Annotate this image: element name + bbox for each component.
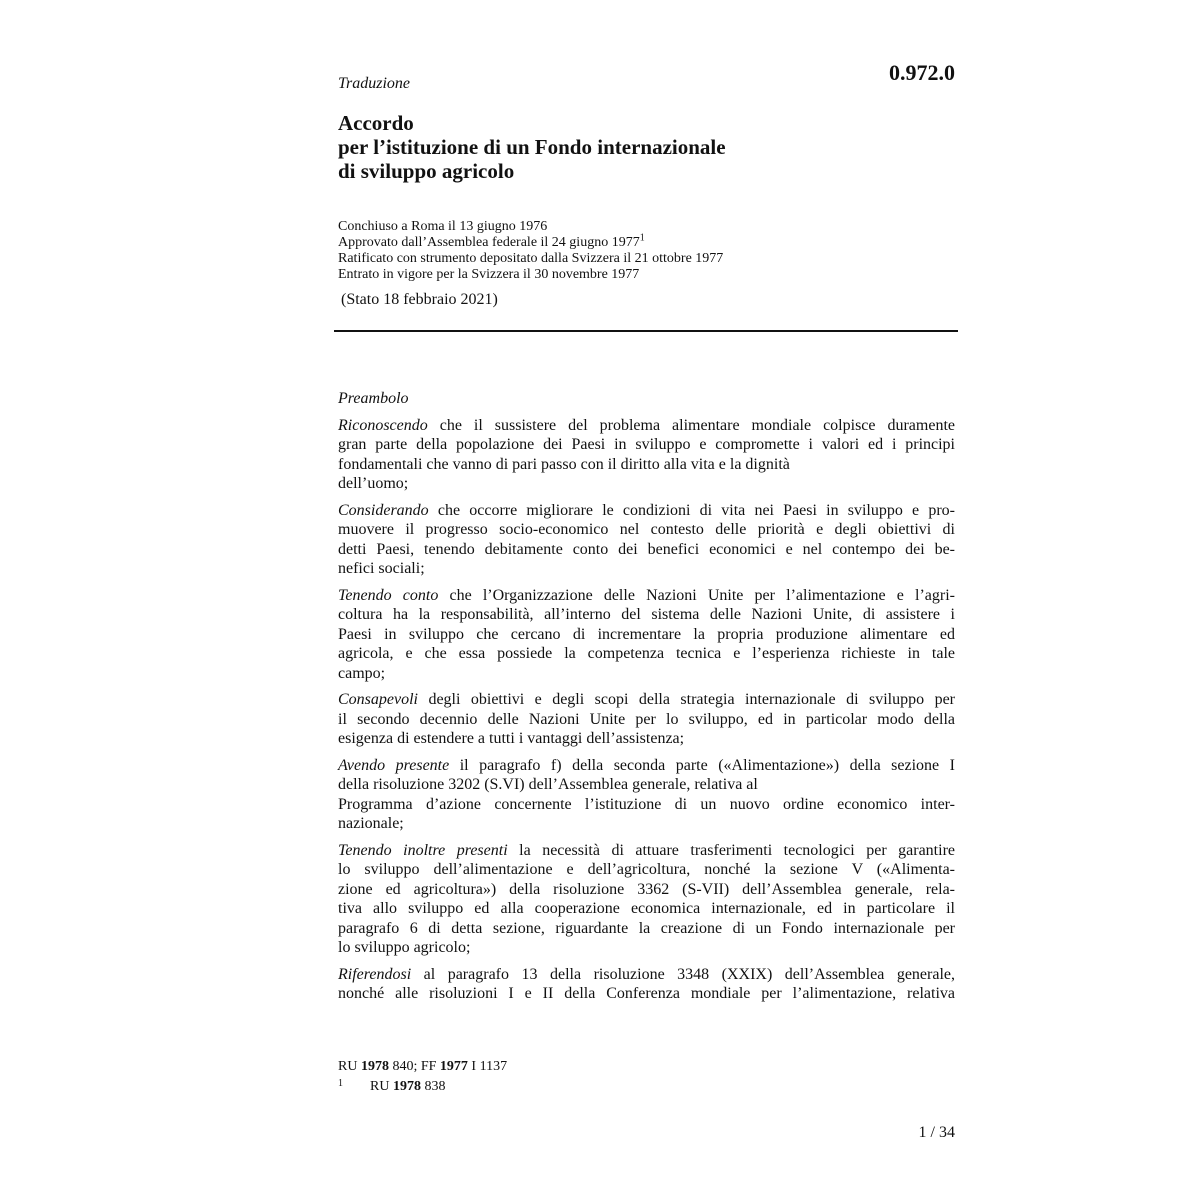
preamble-paragraph: Riferendosi al paragrafo 13 della risoluzione 3348 (XXIX) dell’Assemblea generale, nonché alle risoluzioni I e II della Conferenza mondiale per l’alimentazione, relativa (338, 965, 955, 1002)
paragraph-lead: Considerando (338, 501, 429, 519)
header-divider (334, 330, 958, 332)
paragraph-lead: Riferendosi (338, 965, 412, 983)
in-force-date: Entrato in vigore per la Svizzera il 30 novembre 1977 (338, 267, 640, 282)
preamble-heading: Preambolo (338, 390, 409, 407)
ratified-date: Ratificato con strumento depositato dalla Svizzera il 21 ottobre 1977 (338, 251, 724, 266)
footnote-mark[interactable]: 1 (639, 232, 645, 244)
document-title (338, 111, 858, 183)
preamble-section (338, 389, 955, 1011)
paragraph-lead: Avendo presente (338, 756, 450, 774)
page-number: 1 / 34 (918, 1124, 955, 1141)
paragraph-lead: Tenendo conto (338, 586, 439, 604)
footnotes (338, 1057, 858, 1097)
preamble-paragraph: Considerando che occorre migliorare le condizioni di vita nei Paesi in sviluppo e pro- muovere il progresso socio-economico nel contesto delle priorità e degli obiettivi di detti Paesi, tenendo debitamente conto dei benefici economici e nel contempo dei be- nefici sociali; (338, 501, 955, 577)
preamble-paragraph: Tenendo conto che l’Organizzazione delle Nazioni Unite per l’alimentazione e l’agri- coltura ha la responsabilità, all’interno del sistema delle Nazioni Unite, di assistere i Paesi in sviluppo che cercano di incrementare la propria produzione alimentare ed agricola, e che essa possiede la competenza tecnica e l’esperienza richieste in tale campo; (338, 586, 955, 682)
preamble-paragraph: Avendo presente il paragrafo f) della seconda parte («Alimentazione») della sezione I della risoluzione 3202 (S.VI) dell’Assemblea generale, relativa al Programma d’azione concernente l’istituzione di un nuovo ordine economico inter- nazionale; (338, 756, 955, 832)
title-line: di sviluppo agricolo (338, 159, 515, 183)
translation-label: Traduzione (338, 75, 411, 92)
approved-date: Approvato dall’Assemblea federale il 24 giugno 1977$^1$ (338, 232, 645, 250)
preamble-paragraph: Riconoscendo che il sussistere del problema alimentare mondiale colpisce duramente gran parte della popolazione dei Paesi in sviluppo e compromette i valori ed i principi fondamentali che vanno di pari passo con il diritto alla vita e la dignità dell’uomo; (338, 416, 955, 492)
treaty-metadata (338, 219, 858, 283)
footnote-number: 1 (338, 1078, 343, 1089)
title-line: per l’istituzione di un Fondo internazionale (338, 135, 726, 159)
paragraph-lead: Consapevoli (338, 691, 418, 708)
concluded-date: Conchiuso a Roma il 13 giugno 1976 (338, 219, 548, 234)
title-line: Accordo (338, 111, 414, 135)
preamble-paragraph: Tenendo inoltre presenti la necessità di attuare trasferimenti tecnologici per garantire lo sviluppo dell’alimentazione e dell’agricoltura, nonché la sezione V («Alimenta- zione ed agricoltura») della risoluzione 3362 (S-VII) dell’Assemblea generale, rela- tiva allo sviluppo ed alla cooperazione economica internazionale, ed in particolare il paragrafo 6 di detta sezione, riguardante la creazione di un Fondo internazionale per lo sviluppo agricolo; (338, 841, 956, 956)
sr-number: 0.972.0 (889, 60, 955, 85)
footnote-1: 1 RU 1978 838 (338, 1078, 446, 1094)
source-reference: RU 1978 840; FF 1977 I 1137 (338, 1059, 508, 1074)
preamble-paragraph: Consapevoli degli obiettivi e degli scopi della strategia internazionale di sviluppo per il secondo decennio delle Nazioni Unite per lo sviluppo, ed in particolar modo della esigenza di estendere a tutti i vantaggi dell’assistenza; (338, 691, 955, 747)
paragraph-lead: Riconoscendo (338, 416, 428, 434)
status-date: (Stato 18 febbraio 2021) (341, 291, 498, 308)
paragraph-lead: Tenendo inoltre presenti (338, 841, 508, 859)
